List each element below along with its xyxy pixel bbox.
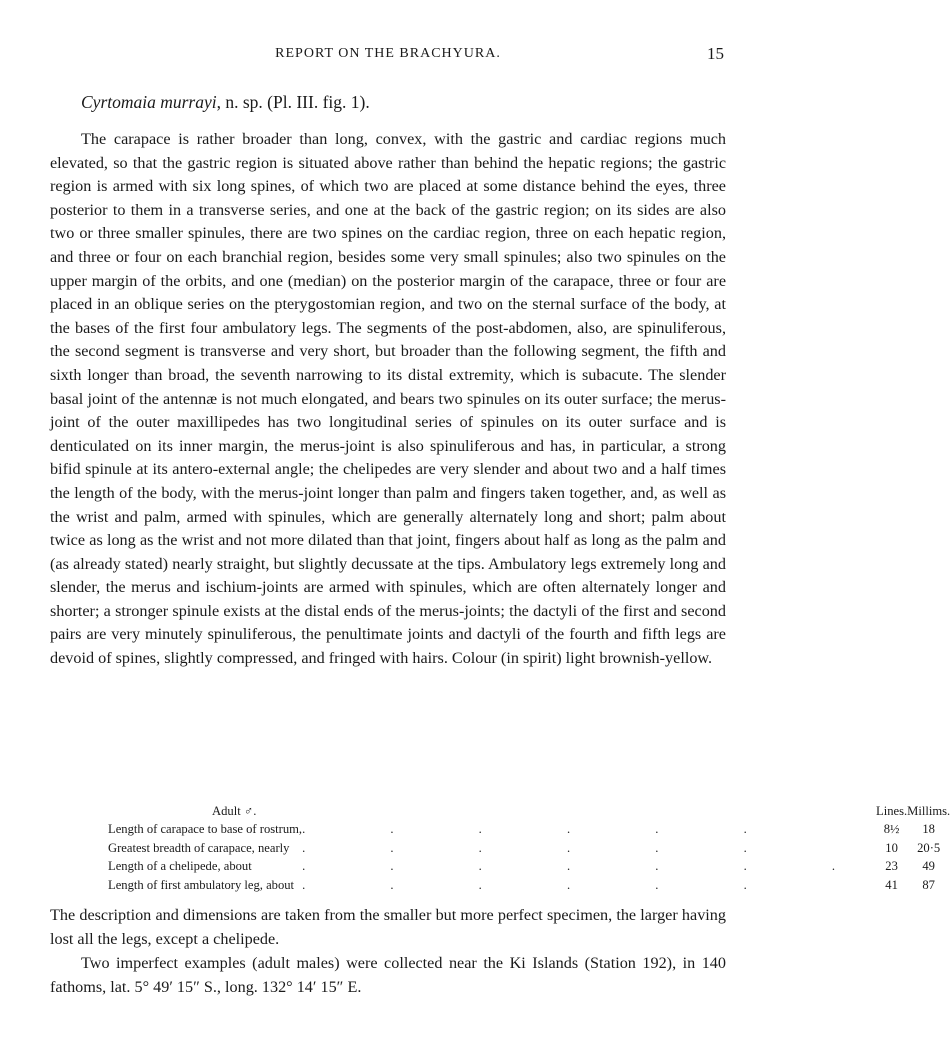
table-row bbox=[108, 876, 950, 895]
column-header-millims: Millims. bbox=[907, 803, 950, 818]
row-label: Greatest breadth of carapace, nearly bbox=[108, 840, 290, 855]
row-leader-dots: . . . . . . bbox=[302, 840, 788, 855]
row-lines-value: 10 bbox=[885, 840, 898, 855]
row-label: Length of a chelipede, about bbox=[108, 859, 252, 874]
closing-paragraph-locality: Two imperfect examples (adult males) were collected near the Ki Islands (Station 192), in 140 fathoms, lat. 5° 49′ 15″ S., long. 132° 14′ 15″ E. bbox=[50, 954, 726, 996]
table-row bbox=[108, 858, 950, 877]
closing-paragraph-specimen: The description and dimensions are taken from the smaller but more perfect specimen, the larger having lost all the legs, except a chelipede. bbox=[50, 906, 726, 948]
header-spacer bbox=[302, 802, 876, 821]
species-latin-name: Cyrtomaia murrayi bbox=[81, 92, 217, 112]
row-leader-dots: . . . . . . bbox=[302, 877, 788, 892]
row-lines-value: 41 bbox=[885, 877, 898, 892]
species-heading bbox=[81, 92, 370, 113]
table-row bbox=[108, 839, 950, 858]
row-millims-value: 87 bbox=[922, 877, 935, 892]
table-row bbox=[108, 821, 950, 840]
column-header-lines: Lines. bbox=[876, 803, 908, 818]
row-millims-value: 18 bbox=[922, 822, 935, 837]
measurements-heading: Adult ♂. bbox=[212, 803, 257, 818]
row-lines-value: 8½ bbox=[883, 822, 900, 837]
description-paragraph: The carapace is rather broader than long, convex, with the gastric and cardiac regions much elevated, so that the gastric region is situated above rather than behind the hepatic regions; the gastric region is armed with six long spines, of which two are placed at some distance behind the eyes, three posterior to them in a transverse series, and one at the back of the gastric region; on its sides are also two or three smaller spinules, there are two spines on the cardiac region, three on each hepatic region, and three or four on each branchial region, besides some very small spinules; also two spinules on the upper margin of the orbits, and one (median) on the posterior margin of the carapace, three or four are placed in an oblique series on the pterygostomian region, and two on the sternal surface of the body, at the bases of the first four ambulatory legs. The segments of the post-abdomen, also, are spinuliferous, the second segment is transverse and very short, but broader than the following segment, the fifth and sixth longer than broad, the seventh narrowing to its distal extremity, which is subacute. The slender basal joint of the antennæ is not much elongated, and bears two spinules on its outer surface; the merus-joint of the outer maxillipedes has two longitudinal series of spinules on its outer surface and is denticulated on its inner margin, the merus-joint is also spinuliferous and has, in particular, a strong bifid spinule at its antero-external angle; the chelipedes are very slender and about two and a half times the length of the body, with the merus-joint longer than palm and fingers taken together, and, as well as the wrist and palm, armed with spinules, which are generally alternately long and short; palm about twice as long as the wrist and not more dilated than that joint, fingers about half as long as the palm and (as already stated) nearly straight, but slightly decussate at the tips. Ambulatory legs extremely long and slender, the merus and ischium-joints are armed with spinules, which are often alternately longer and shorter; a stronger spinule exists at the distal ends of the merus-joints; the dactyli of the first and second pairs are very minutely spinuliferous, the penultimate joints and dactyli of the fourth and fifth legs are devoid of spines, slightly compressed, and fringed with hairs. Colour (in spirit) light brownish-yellow. bbox=[50, 130, 726, 668]
row-millims-value: 49 bbox=[922, 859, 935, 874]
row-lines-value: 23 bbox=[885, 859, 898, 874]
row-label: Length of carapace to base of rostrum, bbox=[108, 822, 303, 837]
species-heading-rest: , n. sp. (Pl. III. fig. 1). bbox=[216, 92, 370, 112]
row-leader-dots: . . . . . . bbox=[302, 822, 788, 837]
measurements-header-row bbox=[108, 802, 950, 821]
page-number: 15 bbox=[707, 44, 724, 63]
row-label: Length of first ambulatory leg, about bbox=[108, 877, 295, 892]
running-title: REPORT ON THE BRACHYURA. bbox=[275, 46, 501, 61]
page-header bbox=[0, 44, 776, 68]
row-leader-dots: . . . . . . . bbox=[302, 859, 877, 874]
row-millims-value: 20·5 bbox=[917, 840, 941, 855]
measurements-table bbox=[108, 802, 950, 895]
